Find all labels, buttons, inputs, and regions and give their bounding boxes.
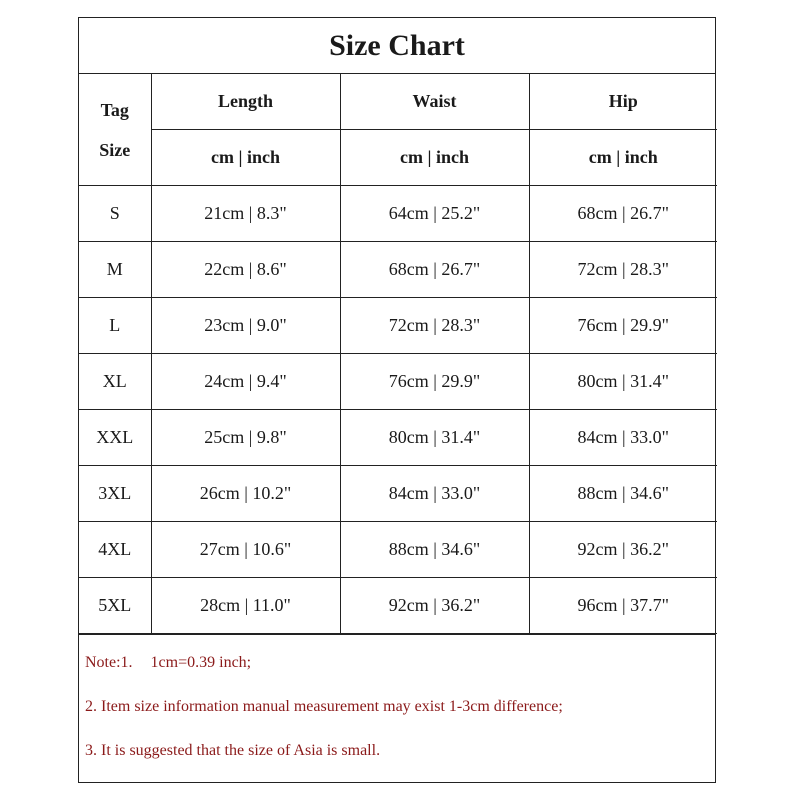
length-header: Length	[151, 74, 340, 130]
notes-section	[79, 634, 715, 761]
size-cell: 3XL	[79, 466, 151, 522]
note-1	[85, 653, 715, 673]
tag-label: Tag	[100, 99, 129, 120]
table-row	[79, 186, 717, 242]
length-cell: 28cm | 11.0"	[151, 578, 340, 634]
length-cell: 22cm | 8.6"	[151, 242, 340, 298]
hip-header: Hip	[529, 74, 717, 130]
hip-cell: 76cm | 29.9"	[529, 298, 717, 354]
hip-cell: 72cm | 28.3"	[529, 242, 717, 298]
unit-row	[79, 130, 717, 186]
length-cell: 25cm | 9.8"	[151, 410, 340, 466]
table-row	[79, 242, 717, 298]
note-2: 2. Item size information manual measurement may exist 1-3cm difference;	[85, 698, 563, 715]
waist-cell: 84cm | 33.0"	[340, 466, 529, 522]
size-chart	[78, 17, 716, 783]
waist-cell: 92cm | 36.2"	[340, 578, 529, 634]
note-1-text: 1cm=0.39 inch;	[150, 654, 252, 671]
table-row	[79, 466, 717, 522]
size-cell: M	[79, 242, 151, 298]
size-table	[79, 74, 717, 634]
waist-cell: 64cm | 25.2"	[340, 186, 529, 242]
size-cell: 5XL	[79, 578, 151, 634]
table-row	[79, 298, 717, 354]
waist-cell: 76cm | 29.9"	[340, 354, 529, 410]
hip-cell: 96cm | 37.7"	[529, 578, 717, 634]
waist-cell: 88cm | 34.6"	[340, 522, 529, 578]
size-cell: XXL	[79, 410, 151, 466]
hip-cell: 68cm | 26.7"	[529, 186, 717, 242]
size-cell: L	[79, 298, 151, 354]
table-row	[79, 354, 717, 410]
waist-cell: 72cm | 28.3"	[340, 298, 529, 354]
chart-title: Size Chart	[79, 18, 715, 74]
waist-cell: 80cm | 31.4"	[340, 410, 529, 466]
hip-unit: cm | inch	[529, 130, 717, 186]
length-cell: 27cm | 10.6"	[151, 522, 340, 578]
waist-header: Waist	[340, 74, 529, 130]
length-cell: 21cm | 8.3"	[151, 186, 340, 242]
hip-cell: 92cm | 36.2"	[529, 522, 717, 578]
size-label: Size	[99, 139, 131, 160]
length-cell: 23cm | 9.0"	[151, 298, 340, 354]
hip-cell: 80cm | 31.4"	[529, 354, 717, 410]
note-1-prefix: Note:1.	[85, 654, 133, 671]
length-unit: cm | inch	[151, 130, 340, 186]
table-row	[79, 410, 717, 466]
tag-size-header	[79, 74, 151, 186]
table-row	[79, 522, 717, 578]
size-cell: S	[79, 186, 151, 242]
length-cell: 24cm | 9.4"	[151, 354, 340, 410]
note-3: 3. It is suggested that the size of Asia is small.	[85, 742, 381, 759]
hip-cell: 84cm | 33.0"	[529, 410, 717, 466]
header-row	[79, 74, 717, 130]
size-cell: 4XL	[79, 522, 151, 578]
waist-cell: 68cm | 26.7"	[340, 242, 529, 298]
table-row	[79, 578, 717, 634]
size-cell: XL	[79, 354, 151, 410]
waist-unit: cm | inch	[340, 130, 529, 186]
hip-cell: 88cm | 34.6"	[529, 466, 717, 522]
length-cell: 26cm | 10.2"	[151, 466, 340, 522]
